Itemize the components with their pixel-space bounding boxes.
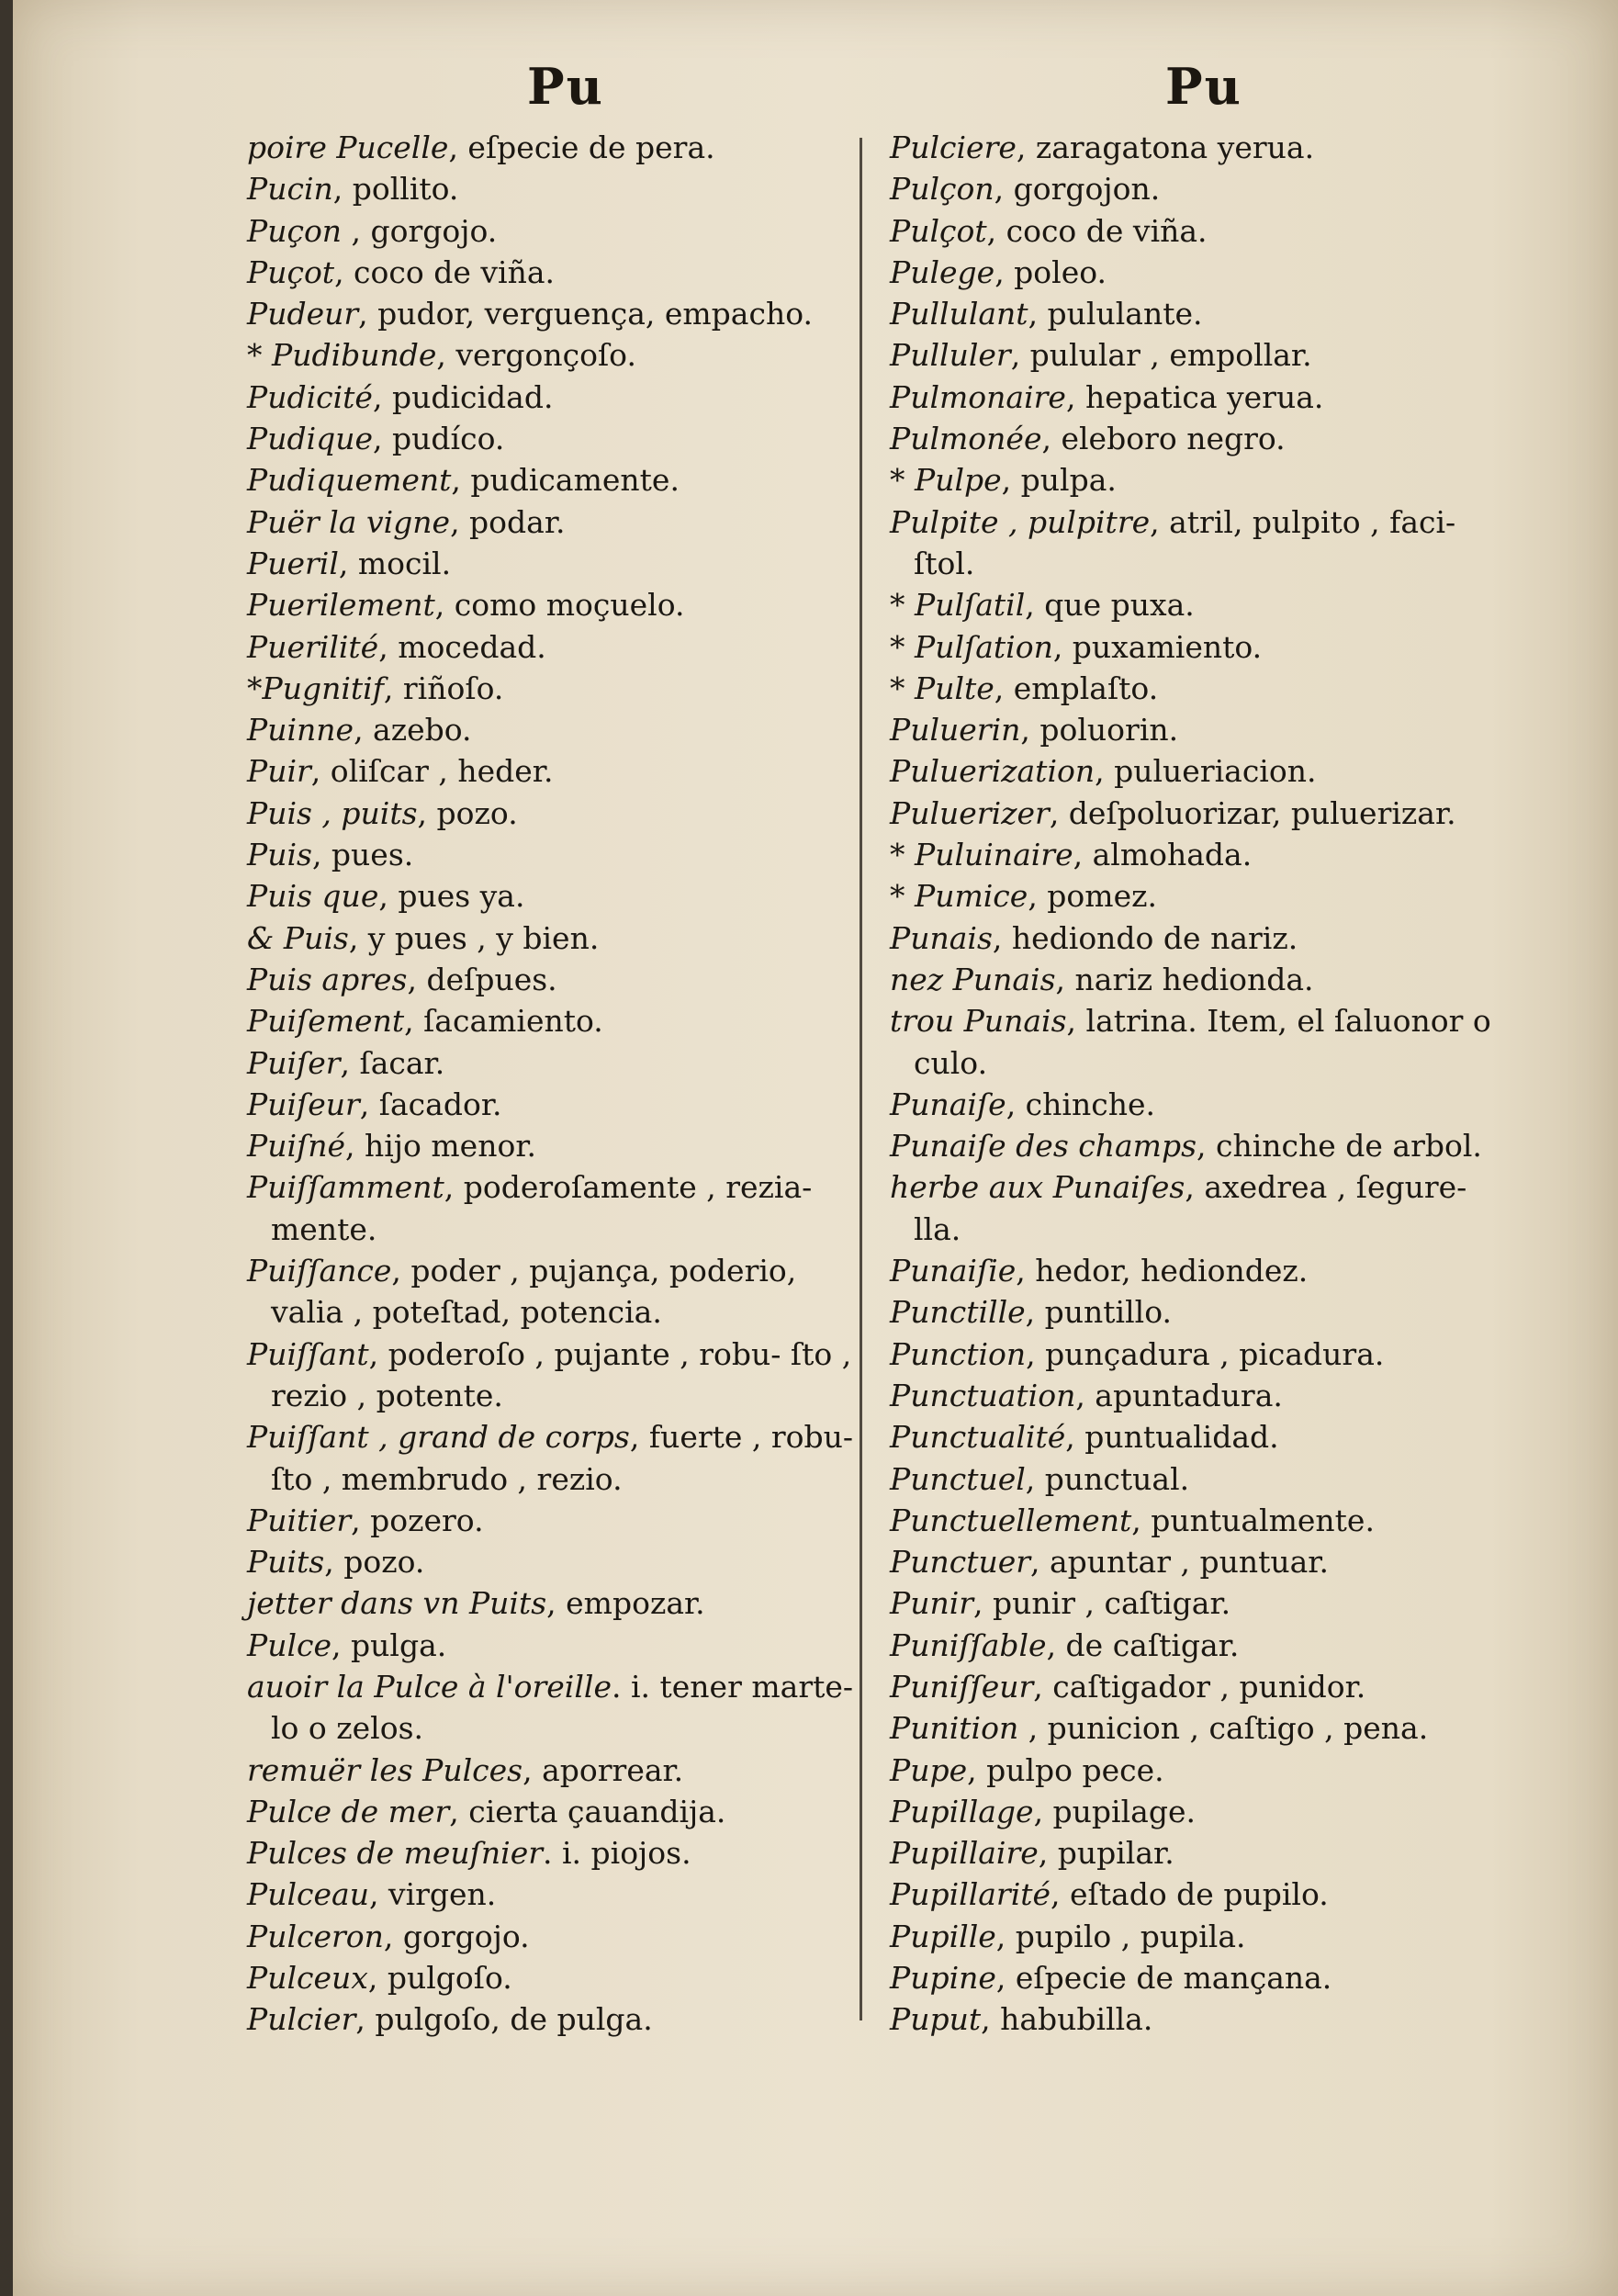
entry-headword: herbe aux Punaiſes (890, 1169, 1185, 1206)
entry-definition: , latrina. Item, el ſaluonor o culo. (914, 1003, 1491, 1081)
right-column (890, 127, 1514, 2041)
dictionary-entry (247, 1500, 871, 1541)
entry-headword: Pulcier (247, 2001, 356, 2038)
entry-definition: , punçadura , picadura. (1026, 1335, 1385, 1372)
entry-definition: , punir , caſtigar. (973, 1585, 1231, 1622)
entry-headword: Puluerizer (890, 794, 1050, 831)
dictionary-entry (890, 501, 1514, 585)
entry-headword: Pulceau (247, 1876, 369, 1913)
entry-definition: , pulueriacion. (1095, 753, 1317, 790)
entry-headword: auoir la Pulce à l'oreille (247, 1668, 612, 1705)
dictionary-entry (247, 1998, 871, 2040)
dictionary-entry (247, 793, 871, 834)
dictionary-entry (247, 1791, 871, 1832)
dictionary-entry (890, 1125, 1514, 1166)
entry-definition: , chinche de arbol. (1197, 1128, 1482, 1165)
entry-definition: , puntualmente. (1131, 1502, 1375, 1538)
dictionary-entry (890, 1500, 1514, 1541)
entry-definition: , mocedad. (378, 628, 546, 665)
entry-headword: Pupillage (890, 1793, 1034, 1829)
entry-headword: Puits (247, 1544, 325, 1581)
dictionary-entry (890, 1166, 1514, 1250)
entry-headword: Puerilement (247, 587, 435, 624)
entry-headword: Puniſſeur (890, 1668, 1034, 1705)
dictionary-entry (890, 1916, 1514, 1957)
dictionary-entry (247, 1250, 871, 1334)
dictionary-entry (247, 377, 871, 418)
entry-headword: trou Punais (890, 1003, 1067, 1040)
entry-headword: Pulçon (890, 171, 994, 208)
entry-headword: Puiſeur (247, 1086, 360, 1122)
dictionary-entry (247, 1625, 871, 1666)
entry-headword: Punaiſie (890, 1253, 1017, 1289)
entry-headword: Punaiſe (890, 1086, 1006, 1122)
entry-headword: Punctille (890, 1294, 1026, 1331)
entry-headword: Puput (890, 2001, 982, 2038)
dictionary-entry (247, 959, 871, 1000)
entry-definition: , apuntar , puntuar. (1030, 1544, 1329, 1581)
dictionary-entry (247, 543, 871, 584)
entry-definition: , puntualidad. (1065, 1419, 1279, 1456)
dictionary-entry (890, 1791, 1514, 1832)
entry-definition: , pozero. (351, 1502, 484, 1538)
entry-headword: Puis , puits (247, 794, 418, 831)
entry-headword: * Pumice (890, 878, 1028, 915)
entry-definition: , zaragatona yerua. (1016, 129, 1315, 165)
entry-definition: . i. tener marte- lo o zelos. (271, 1668, 854, 1747)
entry-definition: , gorgojo. (383, 1918, 530, 1954)
dictionary-entry (247, 626, 871, 668)
entry-headword: Puluerin (890, 712, 1021, 748)
entry-definition: , poderoſo , pujante , robu- ſto , rezio , potente. (271, 1335, 852, 1413)
entry-definition: , hediondo de nariz. (992, 919, 1298, 956)
dictionary-entry (247, 1874, 871, 1915)
entry-headword: Pulces de meuſnier (247, 1835, 543, 1872)
entry-definition: , pulgoſo, de pulga. (355, 2001, 653, 2038)
entry-definition: , apuntadura. (1075, 1377, 1283, 1413)
entry-headword: Puçot (247, 253, 335, 290)
entry-headword: Puis apres (247, 961, 408, 997)
dictionary-entry (247, 875, 871, 917)
dictionary-entry (247, 1042, 871, 1084)
entry-headword: Puis (247, 837, 312, 873)
entry-headword: Puiſer (247, 1044, 341, 1081)
entry-definition: , eleboro negro. (1041, 421, 1286, 457)
entry-definition: , punicion , caſtigo , pena. (1018, 1710, 1429, 1747)
entry-definition: , pululante. (1028, 296, 1203, 332)
entry-definition: , vergonçoſo. (436, 337, 636, 374)
dictionary-entry (890, 293, 1514, 334)
entry-headword: Puër la vigne (247, 503, 451, 540)
entry-definition: , eſpecie de pera. (448, 129, 715, 165)
dictionary-entry (890, 1625, 1514, 1666)
entry-definition: , riñoſo. (383, 670, 504, 706)
entry-definition: , pupilo , pupila. (995, 1918, 1246, 1954)
right-running-head: Pu (1165, 57, 1242, 116)
entry-definition: , poleo. (994, 253, 1107, 290)
entry-definition: , y pues , y bien. (348, 919, 600, 956)
entry-definition: , ſacar. (340, 1044, 445, 1081)
dictionary-entry (247, 750, 871, 792)
entry-headword: * Pulſatil (890, 587, 1026, 624)
dictionary-entry (890, 1707, 1514, 1749)
entry-headword: Pulege (890, 253, 995, 290)
dictionary-entry (247, 1957, 871, 1998)
entry-headword: Pullulant (890, 296, 1028, 332)
entry-headword: Puçon (247, 212, 343, 249)
dictionary-entry (890, 1084, 1514, 1125)
dictionary-entry (890, 626, 1514, 668)
entry-definition: , habubilla. (981, 2001, 1153, 2038)
entry-definition: , ſacamiento. (404, 1003, 603, 1040)
dictionary-entry (247, 1832, 871, 1874)
entry-definition: , ſacador. (359, 1086, 502, 1122)
entry-definition: , poluorin. (1020, 712, 1179, 748)
dictionary-entry (247, 1084, 871, 1125)
entry-headword: Punctuer (890, 1544, 1031, 1581)
entry-headword: Punctuellement (890, 1502, 1132, 1538)
entry-headword: Pupine (890, 1960, 996, 1997)
entry-definition: , hepatica yerua. (1065, 378, 1324, 415)
entry-headword: Pulceux (247, 1960, 368, 1997)
entry-definition: , pupilage. (1033, 1793, 1196, 1829)
dictionary-entry (890, 875, 1514, 917)
entry-headword: Puinne (247, 712, 354, 748)
entry-definition: , oliſcar , heder. (310, 753, 554, 790)
entry-headword: Punir (890, 1585, 974, 1622)
dictionary-entry (247, 584, 871, 625)
entry-headword: *Pugnitif (247, 670, 384, 706)
entry-headword: * Pulpe (890, 462, 1002, 499)
dictionary-entry (890, 1874, 1514, 1915)
entry-definition: , fuerte , robu- ſto , membrudo , rezio. (271, 1419, 854, 1497)
left-running-head: Pu (527, 57, 604, 116)
dictionary-entry (890, 1250, 1514, 1291)
dictionary-entry (890, 1666, 1514, 1707)
entry-headword: Pucin (247, 171, 333, 208)
entry-definition: , podar. (450, 503, 566, 540)
entry-headword: Pulpite , pulpitre (890, 503, 1151, 540)
entry-definition: , pues ya. (378, 878, 525, 915)
dictionary-entry (247, 1582, 871, 1624)
entry-headword: Pueril (247, 545, 339, 581)
entry-headword: poire Pucelle (247, 129, 449, 165)
dictionary-entry (247, 1416, 871, 1500)
entry-definition: , poderoſamente , rezia- mente. (271, 1169, 813, 1247)
dictionary-entry (890, 834, 1514, 875)
entry-definition: , que puxa. (1025, 587, 1195, 624)
dictionary-entry (247, 1750, 871, 1791)
entry-headword: Pupe (890, 1751, 968, 1788)
dictionary-entry (890, 1458, 1514, 1500)
entry-definition: , pudor, verguença, empacho. (358, 296, 813, 332)
entry-definition: , pulpa. (1001, 462, 1117, 499)
dictionary-entry (247, 127, 871, 168)
dictionary-entry (247, 917, 871, 959)
entry-headword: * Pulſation (890, 628, 1053, 665)
entry-definition: , aporrear. (522, 1751, 684, 1788)
entry-definition: , deſpues. (407, 961, 557, 997)
entry-headword: nez Punais (890, 961, 1056, 997)
entry-definition: , pudicamente. (451, 462, 680, 499)
dictionary-entry (890, 1334, 1514, 1375)
entry-headword: & Puis (247, 919, 349, 956)
entry-headword: Punctuation (890, 1377, 1076, 1413)
dictionary-entry (890, 584, 1514, 625)
dictionary-entry (890, 917, 1514, 959)
entry-definition: , empozar. (546, 1585, 705, 1622)
dictionary-entry (247, 334, 871, 376)
dictionary-entry (890, 1582, 1514, 1624)
dictionary-entry (890, 168, 1514, 209)
entry-definition: , hijo menor. (345, 1128, 536, 1165)
entry-headword: Punctualité (890, 1419, 1066, 1456)
dictionary-entry (247, 252, 871, 293)
dictionary-entry (247, 1541, 871, 1582)
dictionary-entry (890, 793, 1514, 834)
dictionary-entry (890, 1998, 1514, 2040)
entry-headword: Pulciere (890, 129, 1017, 165)
dictionary-entry (247, 293, 871, 334)
dictionary-page (13, 0, 1618, 2296)
dictionary-entry (247, 1666, 871, 1750)
entry-headword: Pudicité (247, 378, 373, 415)
dictionary-entry (890, 1832, 1514, 1874)
entry-definition: , azebo. (354, 712, 472, 748)
entry-definition: , pudíco. (373, 421, 505, 457)
entry-definition: , cierta çauandija. (449, 1793, 726, 1829)
entry-definition: , deſpoluorizar, puluerizar. (1049, 794, 1456, 831)
dictionary-entry (890, 709, 1514, 750)
entry-definition: , atril, pulpito , faci- ſtol. (914, 503, 1456, 581)
entry-definition: , eſtado de pupilo. (1051, 1876, 1329, 1913)
entry-headword: Pulce (247, 1626, 332, 1663)
entry-headword: remuër les Pulces (247, 1751, 523, 1788)
entry-headword: Punition (890, 1710, 1019, 1747)
entry-headword: Puiſné (247, 1128, 346, 1165)
entry-definition: , pomez. (1028, 878, 1157, 915)
entry-definition: , gorgojon. (994, 171, 1161, 208)
entry-headword: Punction (890, 1335, 1027, 1372)
dictionary-entry (247, 418, 871, 459)
entry-headword: Puir (247, 753, 311, 790)
entry-definition: , almohada. (1073, 837, 1253, 873)
entry-definition: , hedor, hediondez. (1016, 1253, 1309, 1289)
dictionary-entry (890, 252, 1514, 293)
dictionary-entry (247, 834, 871, 875)
entry-headword: Pudiquement (247, 462, 452, 499)
entry-definition: , gorgojo. (342, 212, 498, 249)
dictionary-entry (890, 959, 1514, 1000)
entry-headword: Punaiſe des champs (890, 1128, 1197, 1165)
dictionary-entry (890, 1957, 1514, 1998)
entry-headword: Puiſement (247, 1003, 405, 1040)
left-column (247, 127, 871, 2041)
entry-definition: , coco de viña. (986, 212, 1208, 249)
entry-definition: , de caſtigar. (1046, 1626, 1240, 1663)
entry-definition: , puxamiento. (1052, 628, 1263, 665)
entry-definition: , axedrea , ſegure- lla. (914, 1169, 1467, 1247)
entry-definition: , pollito. (332, 171, 459, 208)
entry-headword: Punctuel (890, 1460, 1026, 1497)
entry-headword: Pupillarité (890, 1876, 1051, 1913)
entry-definition: , pulular , empollar. (1010, 337, 1312, 374)
dictionary-entry (247, 210, 871, 252)
dictionary-entry (247, 1166, 871, 1250)
entry-definition: , pozo. (324, 1544, 425, 1581)
dictionary-entry (890, 1750, 1514, 1791)
dictionary-entry (890, 668, 1514, 709)
entry-headword: * Pulte (890, 670, 994, 706)
entry-headword: Pulmonée (890, 421, 1042, 457)
dictionary-entry (890, 377, 1514, 418)
entry-definition: , pues. (311, 837, 414, 873)
entry-headword: Pudeur (247, 296, 359, 332)
entry-headword: Punais (890, 919, 993, 956)
dictionary-entry (890, 1416, 1514, 1458)
dictionary-entry (890, 1291, 1514, 1333)
entry-headword: Puis que (247, 878, 379, 915)
entry-headword: * Puluinaire (890, 837, 1073, 873)
entry-definition: , pupilar. (1038, 1835, 1174, 1872)
dictionary-entry (247, 668, 871, 709)
entry-definition: , puntillo. (1025, 1294, 1172, 1331)
entry-headword: * Pudibunde (247, 337, 437, 374)
entry-definition: , chinche. (1006, 1086, 1155, 1122)
entry-headword: Puitier (247, 1502, 352, 1538)
entry-headword: Pulce de mer (247, 1793, 450, 1829)
dictionary-entry (247, 1125, 871, 1166)
entry-headword: jetter dans vn Puits (247, 1585, 547, 1622)
entry-headword: Pupillaire (890, 1835, 1039, 1872)
dictionary-entry (890, 334, 1514, 376)
entry-definition: , mocil. (338, 545, 452, 581)
dictionary-entry (247, 459, 871, 501)
dictionary-entry (247, 1000, 871, 1041)
dictionary-entry (247, 1334, 871, 1417)
dictionary-entry (247, 1916, 871, 1957)
entry-headword: Puiſſant , grand de corps (247, 1419, 630, 1456)
dictionary-entry (890, 127, 1514, 168)
entry-definition: , pulga. (331, 1626, 447, 1663)
entry-headword: Pulçot (890, 212, 987, 249)
entry-headword: Puluerization (890, 753, 1096, 790)
entry-headword: Puiſſance (247, 1253, 392, 1289)
entry-headword: Pulluler (890, 337, 1011, 374)
dictionary-entry (890, 1541, 1514, 1582)
entry-headword: Puerilité (247, 628, 379, 665)
entry-definition: , pulpo pece. (967, 1751, 1164, 1788)
entry-headword: Puiſſamment (247, 1169, 444, 1206)
entry-definition: , eſpecie de mançana. (995, 1960, 1332, 1997)
dictionary-entry (890, 459, 1514, 501)
entry-definition: , nariz hedionda. (1055, 961, 1314, 997)
entry-definition: , pulgoſo. (367, 1960, 512, 1997)
entry-definition: , poder , pujança, poderio, valia , poteſtad, potencia. (271, 1253, 797, 1331)
dictionary-entry (890, 418, 1514, 459)
dictionary-entry (890, 1375, 1514, 1416)
entry-headword: Puiſſant (247, 1335, 369, 1372)
dictionary-entry (247, 709, 871, 750)
entry-definition: , pudicidad. (372, 378, 554, 415)
dictionary-entry (247, 168, 871, 209)
dictionary-entry (890, 210, 1514, 252)
entry-headword: Pudique (247, 421, 374, 457)
entry-definition: , punctual. (1025, 1460, 1190, 1497)
dictionary-entry (247, 501, 871, 543)
column-divider (860, 138, 862, 2020)
entry-definition: , como moçuelo. (434, 587, 685, 624)
entry-definition: , caſtigador , punidor. (1033, 1668, 1366, 1705)
entry-definition: , pozo. (417, 794, 518, 831)
entry-definition: , coco de viña. (334, 253, 556, 290)
dictionary-entry (890, 750, 1514, 792)
entry-definition: . i. piojos. (543, 1835, 691, 1872)
entry-headword: Pulmonaire (890, 378, 1066, 415)
entry-definition: , virgen. (368, 1876, 497, 1913)
entry-definition: , emplaſto. (994, 670, 1159, 706)
entry-headword: Pupille (890, 1918, 996, 1954)
dictionary-entry (890, 1000, 1514, 1084)
entry-headword: Puniſſable (890, 1626, 1047, 1663)
entry-headword: Pulceron (247, 1918, 384, 1954)
